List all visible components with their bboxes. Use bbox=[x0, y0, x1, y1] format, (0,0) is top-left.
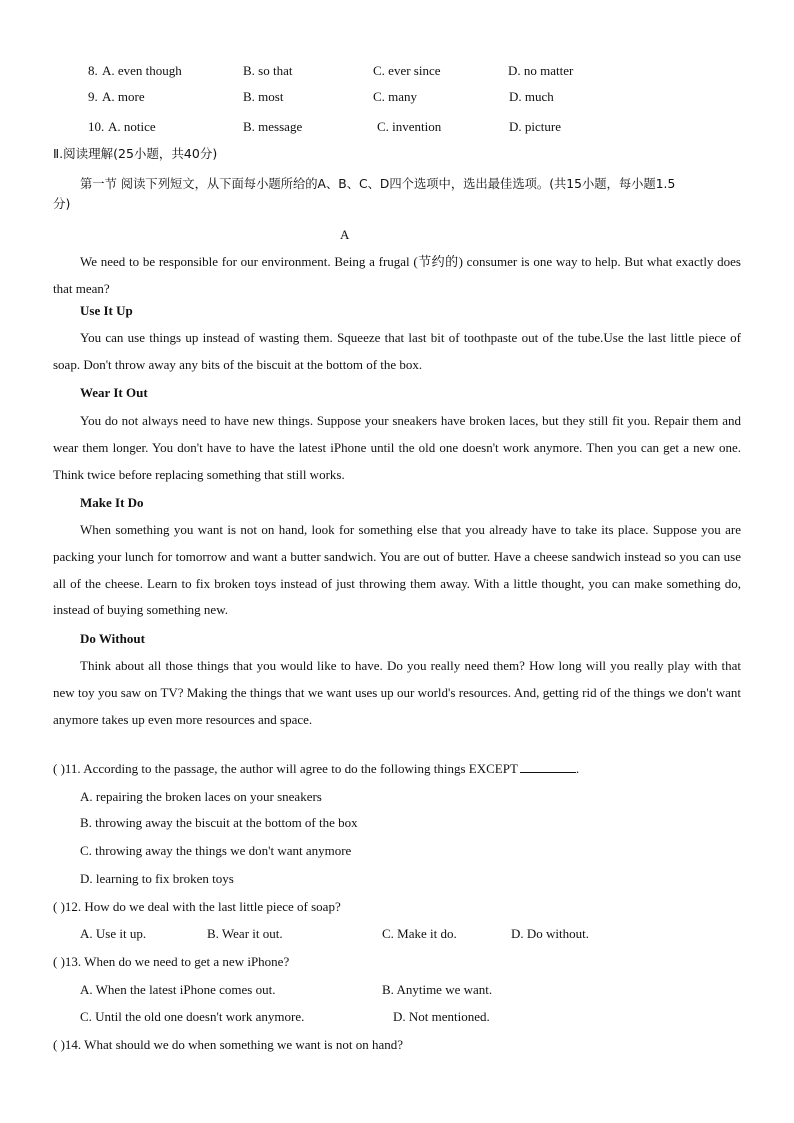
q12-option-b: B. Wear it out. bbox=[207, 926, 283, 941]
q11-option-a: A. repairing the broken laces on your sneakers bbox=[80, 789, 322, 804]
passage-label: A bbox=[340, 227, 350, 242]
part1-instructions-cont: 分) bbox=[53, 196, 71, 211]
section-title: Ⅱ.阅读理解(25小题，共40分) bbox=[53, 146, 218, 161]
q11-option-b: B. throwing away the biscuit at the bottom of the box bbox=[80, 815, 358, 830]
q11-option-c: C. throwing away the things we don't want anymore bbox=[80, 843, 352, 858]
question-11-end: . bbox=[575, 761, 580, 776]
q9-option-d: D. much bbox=[509, 89, 554, 104]
question-14-stem: ( )14. What should we do when something we want is not on hand? bbox=[53, 1037, 403, 1052]
question-11-stem: ( )11. According to the passage, the author will agree to do the following things EXCEPT bbox=[53, 761, 518, 776]
heading-make-it-do: Make It Do bbox=[80, 495, 144, 510]
paragraph-do-without: Think about all those things that you would like to have. Do you really need them? How long will you really play with that new toy you saw on TV? Making the things that we want uses up our world's resources. And, getting rid of the things we don't want anymore takes up even more resources and space. bbox=[53, 658, 741, 727]
q10-option-c: C. invention bbox=[377, 119, 442, 134]
paragraph-use-it-up: You can use things up instead of wasting them. Squeeze that last bit of toothpaste out of the tube.Use the last little piece of soap. Don't throw away any bits of the biscuit at the bottom of the box. bbox=[53, 330, 741, 372]
heading-wear-it-out: Wear It Out bbox=[80, 385, 148, 400]
passage-intro: We need to be responsible for our environment. Being a frugal (节约的) consumer is one way to help. But what exactly does that mean? bbox=[53, 254, 741, 296]
q8-option-b: B. so that bbox=[243, 63, 293, 78]
q9-option-b: B. most bbox=[243, 89, 284, 104]
q8-option-c: C. ever since bbox=[373, 63, 441, 78]
q9-option-c: C. many bbox=[373, 89, 418, 104]
q10-num: 10. bbox=[88, 119, 105, 134]
question-13-stem: ( )13. When do we need to get a new iPhone? bbox=[53, 954, 290, 969]
q9-option-a: A. more bbox=[102, 89, 145, 104]
q12-option-c: C. Make it do. bbox=[382, 926, 457, 941]
question-12-stem: ( )12. How do we deal with the last little piece of soap? bbox=[53, 899, 341, 914]
question-11 bbox=[53, 760, 579, 778]
q10-option-b: B. message bbox=[243, 119, 303, 134]
heading-do-without: Do Without bbox=[80, 631, 145, 646]
q11-option-d: D. learning to fix broken toys bbox=[80, 871, 234, 886]
q8-option-d: D. no matter bbox=[508, 63, 574, 78]
q13-option-d: D. Not mentioned. bbox=[393, 1009, 490, 1024]
answer-blank bbox=[520, 760, 576, 773]
q8-option-a: A. even though bbox=[102, 63, 182, 78]
heading-use-it-up: Use It Up bbox=[80, 303, 133, 318]
paragraph-wear-it-out: You do not always need to have new things. Suppose your sneakers have broken laces, but they still fit you. Repair them and wear them longer. You don't have to have the latest iPhone until the old one doesn't work anymore. Then you can get a new one. Think twice before replacing something that still works. bbox=[53, 413, 741, 482]
q13-option-a: A. When the latest iPhone comes out. bbox=[80, 982, 276, 997]
q10-option-a: A. notice bbox=[108, 119, 156, 134]
paragraph-make-it-do: When something you want is not on hand, look for something else that you already have to take its place. Suppose you are packing your lunch for tomorrow and want a butter sandwich. You are out of butter. Have a cheese sandwich instead so you can use all of the cheese. Learn to fix broken toys instead of just throwing them away. With a little thought, you can make something do, instead of buying something new. bbox=[53, 522, 741, 618]
part1-instructions: 第一节 阅读下列短文，从下面每小题所给的A、B、C、D四个选项中，选出最佳选项。(共15小题，每小题1.5 bbox=[80, 177, 676, 191]
q12-option-a: A. Use it up. bbox=[80, 926, 147, 941]
q13-option-c: C. Until the old one doesn't work anymore. bbox=[80, 1009, 305, 1024]
q13-option-b: B. Anytime we want. bbox=[382, 982, 493, 997]
q8-num: 8. bbox=[88, 63, 98, 78]
q12-option-d: D. Do without. bbox=[511, 926, 589, 941]
q10-option-d: D. picture bbox=[509, 119, 561, 134]
q9-num: 9. bbox=[88, 89, 98, 104]
